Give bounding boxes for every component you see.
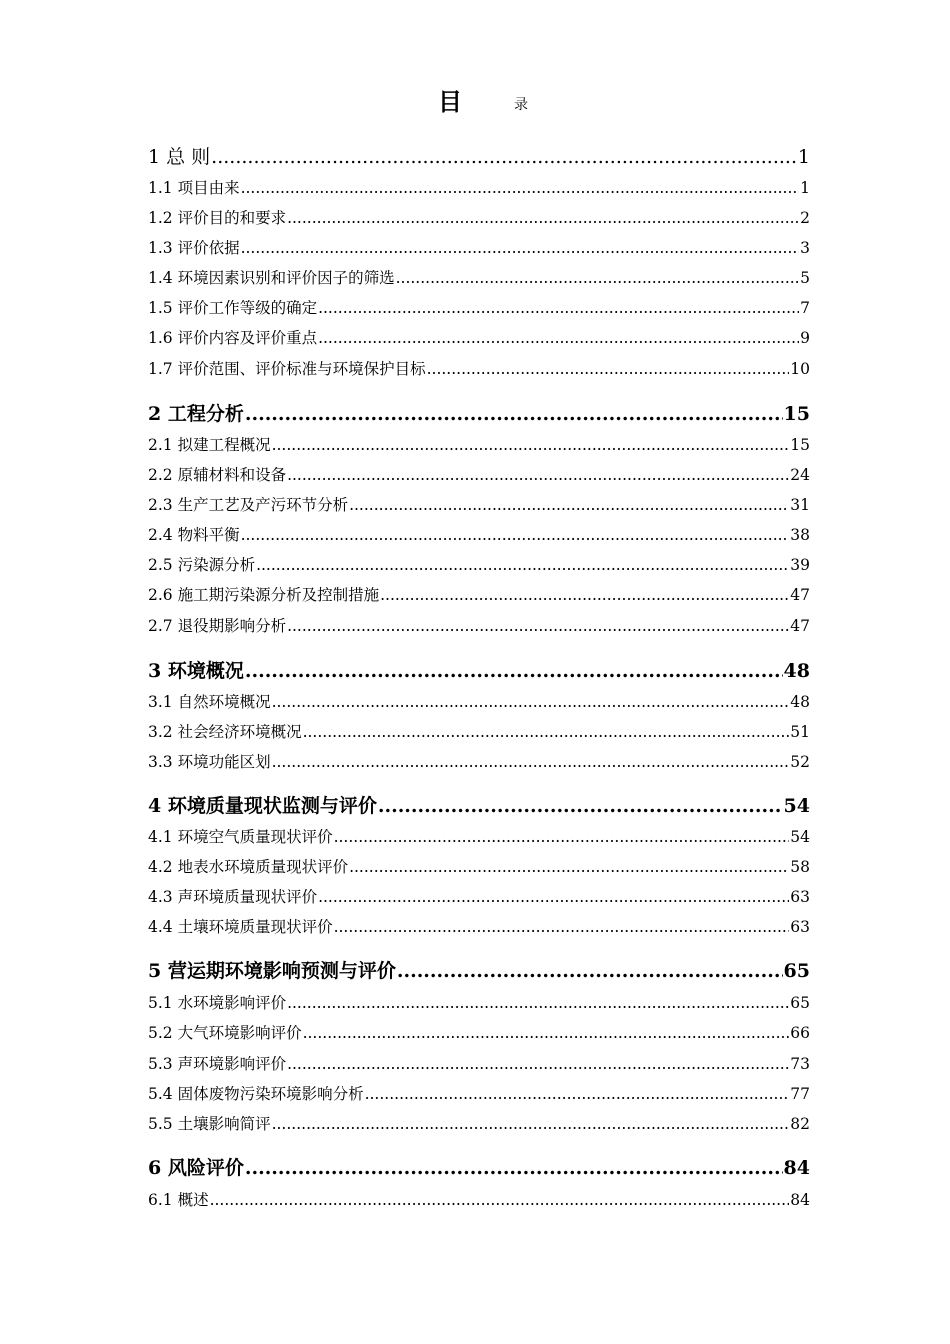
toc-leader-dots (245, 400, 783, 428)
toc-leader-dots (287, 614, 789, 638)
toc-section-entry[interactable] (148, 523, 810, 547)
toc-chapter-entry[interactable] (148, 657, 810, 685)
toc-chapter-entry[interactable] (148, 957, 810, 985)
toc-entry-page-number: 54 (790, 828, 810, 846)
toc-leader-dots (272, 690, 790, 714)
toc-entry-label: 2.3 生产工艺及产污环节分析 (148, 496, 349, 514)
toc-entry-page-number: 52 (790, 753, 810, 771)
toc-entry-label: 5.2 大气环境影响评价 (148, 1024, 302, 1042)
toc-entry-label: 3.2 社会经济环境概况 (148, 723, 302, 741)
toc-leader-dots (272, 1112, 790, 1136)
toc-chapter-entry[interactable] (148, 792, 810, 820)
toc-entry-label: 1.4 环境因素识别和评价因子的筛选 (148, 269, 395, 287)
toc-section-entry[interactable] (148, 266, 810, 290)
toc-entry-page-number: 1 (800, 179, 810, 197)
toc-entry-label: 1.3 评价依据 (148, 239, 240, 257)
toc-entry-page-number: 1 (797, 146, 810, 168)
toc-entry-page-number: 65 (790, 994, 810, 1012)
toc-title (0, 84, 950, 120)
toc-leader-dots (241, 176, 800, 200)
toc-chapter-entry[interactable] (148, 400, 810, 428)
toc-entry-label: 6.1 概述 (148, 1191, 209, 1209)
toc-section-entry[interactable] (148, 357, 810, 381)
toc-entry-label: 1 总 则 (148, 146, 211, 168)
toc-leader-dots (427, 357, 790, 381)
toc-entry-label: 5.1 水环境影响评价 (148, 994, 287, 1012)
toc-entry-label: 4.2 地表水环境质量现状评价 (148, 858, 349, 876)
toc-title-main: 目 (438, 87, 462, 116)
toc-section-entry[interactable] (148, 236, 810, 260)
toc-leader-dots (303, 1021, 790, 1045)
toc-entry-page-number: 3 (800, 239, 810, 257)
toc-entry-page-number: 47 (790, 586, 810, 604)
toc-entry-page-number: 7 (800, 299, 810, 317)
toc-entry-label: 4.4 土壤环境质量现状评价 (148, 918, 333, 936)
toc-leader-dots (245, 657, 783, 685)
toc-leader-dots (380, 583, 789, 607)
toc-entry-label: 3.1 自然环境概况 (148, 693, 271, 711)
toc-leader-dots (287, 206, 799, 230)
toc-leader-dots (272, 433, 790, 457)
toc-leader-dots (256, 553, 789, 577)
toc-entry-label: 1.2 评价目的和要求 (148, 209, 287, 227)
toc-leader-dots (303, 720, 790, 744)
toc-entry-label: 5 营运期环境影响预测与评价 (148, 960, 396, 982)
toc-leader-dots (287, 1052, 789, 1076)
toc-entry-page-number: 63 (790, 888, 810, 906)
toc-chapter-entry[interactable] (148, 1154, 810, 1182)
toc-entry-page-number: 24 (790, 466, 810, 484)
toc-entry-label: 1.5 评价工作等级的确定 (148, 299, 318, 317)
toc-entry-page-number: 48 (783, 660, 810, 682)
toc-leader-dots (245, 1154, 783, 1182)
toc-section-entry[interactable] (148, 690, 810, 714)
toc-entry-label: 5.3 声环境影响评价 (148, 1055, 287, 1073)
toc-chapter-entry[interactable] (148, 143, 810, 171)
toc-section-entry[interactable] (148, 1112, 810, 1136)
toc-section-entry[interactable] (148, 825, 810, 849)
toc-leader-dots (318, 885, 789, 909)
toc-entry-page-number: 2 (800, 209, 810, 227)
toc-section-entry[interactable] (148, 583, 810, 607)
toc-leader-dots (349, 855, 789, 879)
toc-entry-page-number: 84 (790, 1191, 810, 1209)
toc-section-entry[interactable] (148, 1188, 810, 1212)
toc-entry-page-number: 58 (790, 858, 810, 876)
toc-section-entry[interactable] (148, 915, 810, 939)
toc-entry-page-number: 47 (790, 617, 810, 635)
toc-section-entry[interactable] (148, 855, 810, 879)
toc-entry-page-number: 65 (783, 960, 810, 982)
toc-entry-page-number: 15 (790, 436, 810, 454)
toc-entry-page-number: 15 (783, 403, 810, 425)
toc-entry-label: 2 工程分析 (148, 403, 244, 425)
toc-title-sub: 录 (514, 97, 528, 113)
toc-leader-dots (241, 236, 800, 260)
toc-entry-page-number: 39 (790, 556, 810, 574)
toc-entry-page-number: 51 (790, 723, 810, 741)
toc-leader-dots (287, 463, 789, 487)
toc-leader-dots (211, 143, 797, 171)
toc-entry-page-number: 73 (790, 1055, 810, 1073)
toc-section-entry[interactable] (148, 176, 810, 200)
toc-entry-label: 2.4 物料平衡 (148, 526, 240, 544)
toc-entry-page-number: 66 (790, 1024, 810, 1042)
toc-entry-page-number: 54 (783, 795, 810, 817)
toc-entry-page-number: 9 (800, 329, 810, 347)
toc-entry-label: 1.6 评价内容及评价重点 (148, 329, 318, 347)
toc-leader-dots (397, 957, 783, 985)
toc-section-entry[interactable] (148, 296, 810, 320)
toc-section-entry[interactable] (148, 991, 810, 1015)
toc-section-entry[interactable] (148, 720, 810, 744)
toc-entry-page-number: 84 (783, 1157, 810, 1179)
toc-leader-dots (365, 1082, 790, 1106)
toc-section-entry[interactable] (148, 493, 810, 517)
toc-entry-page-number: 63 (790, 918, 810, 936)
toc-leader-dots (318, 326, 799, 350)
toc-leader-dots (210, 1188, 790, 1212)
toc-entry-label: 5.4 固体废物污染环境影响分析 (148, 1085, 364, 1103)
toc-section-entry[interactable] (148, 206, 810, 230)
toc-leader-dots (396, 266, 800, 290)
toc-entry-page-number: 10 (790, 360, 810, 378)
toc-entry-page-number: 77 (790, 1085, 810, 1103)
toc-entry-label: 4 环境质量现状监测与评价 (148, 795, 377, 817)
toc-entry-label: 3.3 环境功能区划 (148, 753, 271, 771)
toc-section-entry[interactable] (148, 614, 810, 638)
toc-leader-dots (334, 825, 790, 849)
toc-leader-dots (318, 296, 799, 320)
toc-section-entry[interactable] (148, 1021, 810, 1045)
toc-entry-label: 5.5 土壤影响简评 (148, 1115, 271, 1133)
toc-leader-dots (349, 493, 789, 517)
toc-leader-dots (378, 792, 783, 820)
toc-section-entry[interactable] (148, 1052, 810, 1076)
toc-leader-dots (241, 523, 790, 547)
toc-entry-label: 3 环境概况 (148, 660, 244, 682)
toc-entry-page-number: 82 (790, 1115, 810, 1133)
toc-entry-label: 2.2 原辅材料和设备 (148, 466, 287, 484)
toc-section-entry[interactable] (148, 463, 810, 487)
toc-section-entry[interactable] (148, 553, 810, 577)
toc-section-entry[interactable] (148, 885, 810, 909)
toc-section-entry[interactable] (148, 433, 810, 457)
toc-entry-label: 4.3 声环境质量现状评价 (148, 888, 318, 906)
toc-entry-page-number: 38 (790, 526, 810, 544)
toc-entry-label: 2.1 拟建工程概况 (148, 436, 271, 454)
toc-entry-label: 6 风险评价 (148, 1157, 244, 1179)
toc-leader-dots (334, 915, 790, 939)
toc-entry-page-number: 48 (790, 693, 810, 711)
toc-entry-label: 2.6 施工期污染源分析及控制措施 (148, 586, 380, 604)
toc-entry-label: 2.7 退役期影响分析 (148, 617, 287, 635)
toc-entry-label: 1.7 评价范围、评价标准与环境保护目标 (148, 360, 426, 378)
toc-entry-label: 1.1 项目由来 (148, 179, 240, 197)
toc-section-entry[interactable] (148, 750, 810, 774)
toc-leader-dots (287, 991, 789, 1015)
toc-entry-page-number: 5 (800, 269, 810, 287)
toc-entry-page-number: 31 (790, 496, 810, 514)
toc-entry-label: 2.5 污染源分析 (148, 556, 256, 574)
toc-entry-label: 4.1 环境空气质量现状评价 (148, 828, 333, 846)
toc-section-entry[interactable] (148, 1082, 810, 1106)
toc-section-entry[interactable] (148, 326, 810, 350)
toc-leader-dots (272, 750, 790, 774)
